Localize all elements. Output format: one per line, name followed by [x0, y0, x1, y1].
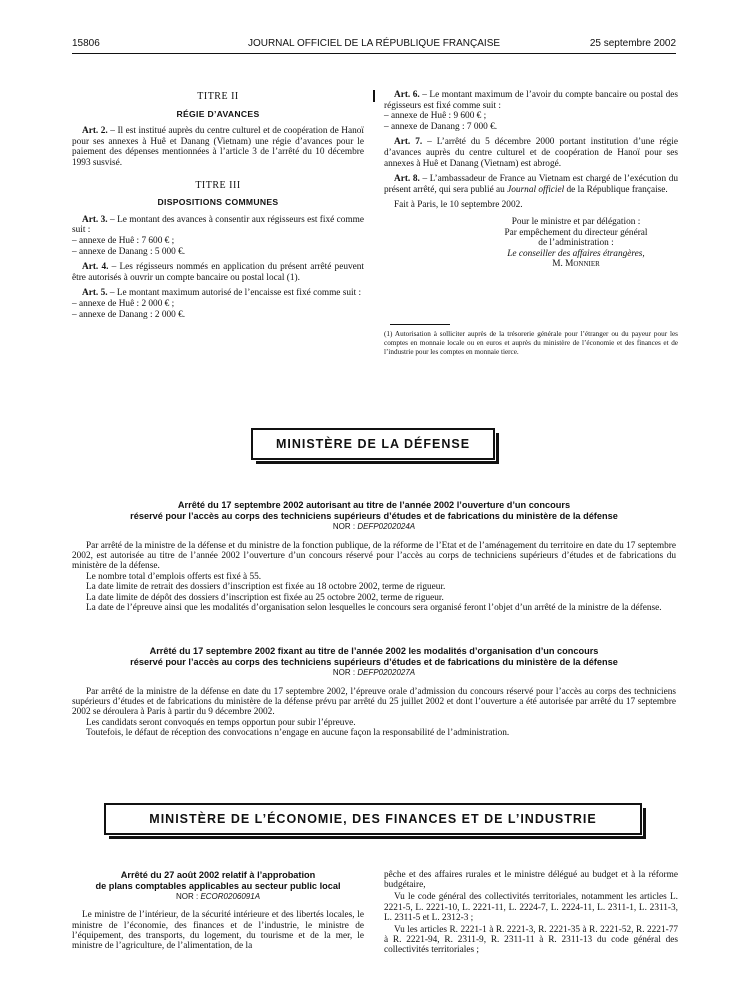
- paragraph: La date limite de dépôt des dossiers d’inscription est fixée au 25 octobre 2002, terme de rigueur.: [86, 592, 444, 603]
- arrete-3-nor: NOR : ECOR0206091A: [175, 892, 261, 902]
- signature-line: Par empêchement du directeur général: [504, 227, 648, 238]
- footnote-rule: [390, 324, 450, 325]
- arrete-2: [72, 646, 676, 739]
- list-item: – annexe de Danang : 7 000 €.: [384, 121, 498, 132]
- header-rule: [72, 53, 676, 54]
- list-item: – annexe de Danang : 2 000 €.: [72, 309, 186, 320]
- list-item: – annexe de Danang : 5 000 €.: [72, 246, 186, 257]
- arrete-3-left: [72, 870, 364, 956]
- right-column: [384, 90, 678, 270]
- titre-iii: TITRE III: [195, 179, 241, 191]
- list-item: – annexe de Huê : 2 000 € ;: [72, 298, 175, 309]
- article-3: Art. 3. – Le montant des avances à consentir aux régisseurs est fixé comme suit :: [72, 214, 365, 236]
- signatory-name: M. Monnier: [552, 259, 600, 270]
- signature-line: de l’administration :: [538, 238, 614, 249]
- paragraph: La date de l’épreuve ainsi que les modalités d’organisation selon lesquelles le concours sera organisé feront l’objet d’un arrêté de la ministre de la défense.: [86, 603, 662, 614]
- list-item: – annexe de Huê : 9 600 € ;: [384, 111, 487, 122]
- footnote: (1) Autorisation à solliciter auprès de la trésorerie générale pour l’étranger ou du payeur pour les comptes en monnaie locale ou en euros et auprès du ministère de l’économie et des finances et de l’industrie pour les comptes en monnaie tierce.: [384, 330, 678, 356]
- ministry-heading-defense: MINISTÈRE DE LA DÉFENSE: [251, 428, 495, 460]
- list-item: – annexe de Huê : 7 600 € ;: [72, 235, 175, 246]
- article-5: Art. 5. – Le montant maximum autorisé de l’encaisse est fixé comme suit :: [82, 288, 362, 299]
- fait-a-paris: Fait à Paris, le 10 septembre 2002.: [394, 200, 523, 211]
- paragraph: Le nombre total d’emplois offerts est fixé à 55.: [86, 571, 262, 582]
- titre-ii-subtitle: RÉGIE D’AVANCES: [176, 108, 260, 119]
- arrete-1: [72, 500, 676, 613]
- paragraph: La date limite de retrait des dossiers d’inscription est fixée au 18 octobre 2002, terme de rigueur.: [86, 582, 446, 593]
- arrete-3-title: Arrêté du 27 août 2002 relatif à l’approbation de plans comptables applicables au secteur public local: [95, 870, 341, 891]
- signature-line: Pour le ministre et par délégation :: [511, 216, 641, 227]
- arrete-1-nor: NOR : DEFP0202024A: [332, 522, 416, 532]
- article-2: Art. 2. – Il est institué auprès du centre culturel et de coopération de Hanoï pour ses annexes à Huê et Danang (Vietnam) une régie d’avances pour le paiement des dépenses mentionnées à l’article 3 de l’arrêté du 10 décembre 1993 susvisé.: [72, 126, 364, 168]
- paragraph: Vu les articles R. 2221-1 à R. 2221-3, R. 2221-35 à R. 2221-52, R. 2221-77 à R. 2221-94, R. 2311-9, R. 2311-11 à R. 2311-13 du code général des collectivités territoriales ;: [384, 925, 678, 956]
- arrete-2-nor: NOR : DEFP0202027A: [332, 668, 416, 678]
- journal-title: JOURNAL OFFICIEL DE LA RÉPUBLIQUE FRANÇAISE: [247, 38, 501, 49]
- paragraph: Par arrêté de la ministre de la défense en date du 17 septembre 2002, l’épreuve orale d’admission du concours réservé pour l’accès au corps des techniciens supérieurs d’études et de fabrications du ministère de la défense prévu par arrêté du 25 juillet 2002 et dont l’ouverture a été autorisée par arrêté du 17 septembre 2002 se déroulera à Paris à partir du 9 décembre 2002.: [72, 686, 676, 718]
- titre-iii-subtitle: DISPOSITIONS COMMUNES: [157, 197, 279, 208]
- article-8: Art. 8. – L’ambassadeur de France au Vietnam est chargé de l’exécution du présent arrêté, qui sera publié au Journal officiel de la République française.: [384, 174, 679, 195]
- arrete-3-right: [384, 870, 678, 961]
- signature-line: Le conseiller des affaires étrangères,: [507, 248, 645, 259]
- left-column: [72, 86, 364, 320]
- page-header: [72, 38, 676, 52]
- titre-ii: TITRE II: [197, 91, 239, 102]
- paragraph: Toutefois, le défaut de réception des convocations n’engage en aucune façon la responsabilité de l’administration.: [86, 728, 510, 739]
- paragraph: Le ministre de l’intérieur, de la sécurité intérieure et des libertés locales, le ministre de l’économie, des finances et de l’industrie, le ministre de l’équipement, des transports, du logement, du tourisme et de la mer, le ministre de l’agriculture, de l’alimentation, de la: [72, 910, 364, 951]
- paragraph: pêche et des affaires rurales et le ministre délégué au budget et à la réforme budgétaire,: [384, 870, 678, 891]
- paragraph: Vu le code général des collectivités territoriales, notamment les articles L. 2221-5, L. 2221-10, L. 2221-11, L. 2224-7, L. 2224-11, L. 2311-1, L. 2311-3, L. 2311-5 et L. 2312-3 ;: [384, 892, 678, 923]
- change-bar: [373, 90, 375, 102]
- signature-block: [384, 217, 678, 270]
- arrete-2-title: Arrêté du 17 septembre 2002 fixant au titre de l’année 2002 les modalités d’organisation d’un concours réservé pour l’accès au corps des techniciens supérieurs d’études et de fabrications du ministère de la défense: [130, 646, 618, 667]
- paragraph: Par arrêté de la ministre de la défense et du ministre de la fonction publique, de la réforme de l’Etat et de l’aménagement du territoire en date du 17 septembre 2002, est autorisée au titre de l’année 2002 l’ouverture d’un concours réservé pour l’accès au corps de techniciens supérieurs d’études et de fabrications du ministère de la défense.: [72, 540, 676, 572]
- article-6: Art. 6. – Le montant maximum de l’avoir du compte bancaire ou postal des régisseurs est fixé comme suit :: [384, 90, 679, 111]
- article-4: Art. 4. – Les régisseurs nommés en application du présent arrêté peuvent être autorisés à ouvrir un compte bancaire ou postal local (1).: [72, 262, 364, 283]
- article-7: Art. 7. – L’arrêté du 5 décembre 2000 portant institution d’une régie d’avances auprès du centre culturel et de coopération de Hanoï pour ses annexes à Huê et Danang (Vietnam) est abrogé.: [384, 137, 679, 169]
- page-number: 15806: [72, 38, 100, 49]
- issue-date: 25 septembre 2002: [589, 38, 676, 49]
- ministry-heading-economy: MINISTÈRE DE L’ÉCONOMIE, DES FINANCES ET DE L’INDUSTRIE: [104, 803, 642, 835]
- paragraph: Les candidats seront convoqués en temps opportun pour subir l’épreuve.: [86, 717, 356, 728]
- arrete-1-title: Arrêté du 17 septembre 2002 autorisant au titre de l’année 2002 l’ouverture d’un concours réservé pour l’accès au corps des techniciens supérieurs d’études et de fabrications du ministère de la défense: [130, 500, 618, 521]
